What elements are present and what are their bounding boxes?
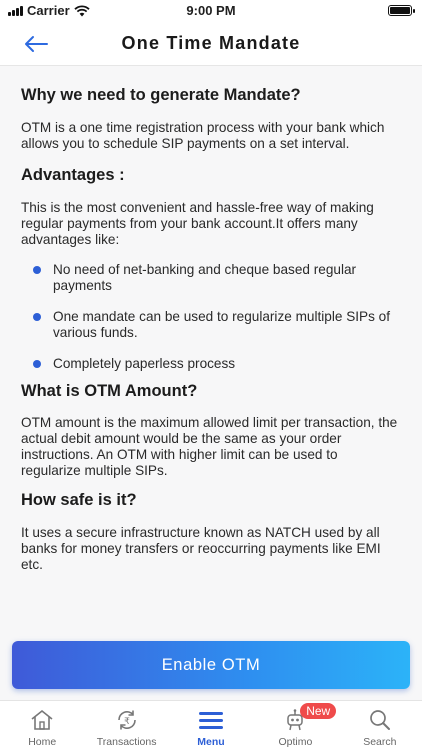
new-badge: New xyxy=(300,703,336,719)
list-item xyxy=(33,356,401,372)
safety-body: It uses a secure infrastructure known as NATCH used by all banks for money transfers or reoccurring payments like EMI etc. xyxy=(21,525,381,573)
tab-label: Optimo xyxy=(278,736,313,748)
tab-label: Search xyxy=(363,736,397,748)
tab-search[interactable] xyxy=(338,701,422,750)
safety-heading: How safe is it? xyxy=(21,491,137,510)
list-item xyxy=(33,262,401,294)
transactions-icon xyxy=(113,707,141,733)
cta-container xyxy=(12,641,410,689)
tab-label: Home xyxy=(28,736,57,748)
list-item-text: No need of net-banking and cheque based regular payments xyxy=(53,261,357,293)
status-time: 9:00 PM xyxy=(186,3,236,18)
tab-transactions[interactable] xyxy=(84,701,168,750)
battery-icon xyxy=(388,5,412,16)
menu-icon xyxy=(197,707,225,733)
enable-otm-button[interactable]: Enable OTM xyxy=(12,641,410,689)
list-item xyxy=(33,309,401,341)
amount-heading: What is OTM Amount? xyxy=(21,381,198,400)
page-title: One Time Mandate xyxy=(121,33,301,53)
status-bar xyxy=(0,0,422,22)
bullet-dot-icon xyxy=(33,313,41,321)
tab-menu[interactable] xyxy=(169,701,253,750)
advantages-body: This is the most convenient and hassle-free way of making regular payments from your bank account.It offers many advantages like: xyxy=(21,199,374,247)
list-item-text: Completely paperless process xyxy=(53,355,236,371)
search-icon xyxy=(366,707,394,733)
carrier-label: Carrier xyxy=(27,3,70,18)
list-item-text: One mandate can be used to regularize multiple SIPs of various funds. xyxy=(53,308,391,340)
bullet-dot-icon xyxy=(33,266,41,274)
svg-text:₹: ₹ xyxy=(123,717,130,727)
advantages-heading: Advantages : xyxy=(21,165,125,184)
mandate-info-content xyxy=(21,86,401,585)
why-body: OTM is a one time registration process with your bank which allows you to schedule SIP payments on a set interval. xyxy=(21,119,385,151)
tab-label: Menu xyxy=(197,736,225,748)
advantages-list xyxy=(33,262,401,372)
tab-optimo[interactable] xyxy=(253,701,337,750)
tab-home[interactable] xyxy=(0,701,84,750)
navigation-header xyxy=(0,22,422,66)
bottom-tab-bar xyxy=(0,700,422,750)
tab-label: Transactions xyxy=(96,736,157,748)
amount-body: OTM amount is the maximum allowed limit per transaction, the actual debit amount would be the same as your order instructions. An OTM with higher limit can be used to regularize multiple SIPs. xyxy=(21,415,398,479)
bullet-dot-icon xyxy=(33,360,41,368)
home-icon xyxy=(28,707,56,733)
why-heading: Why we need to generate Mandate? xyxy=(21,86,301,104)
